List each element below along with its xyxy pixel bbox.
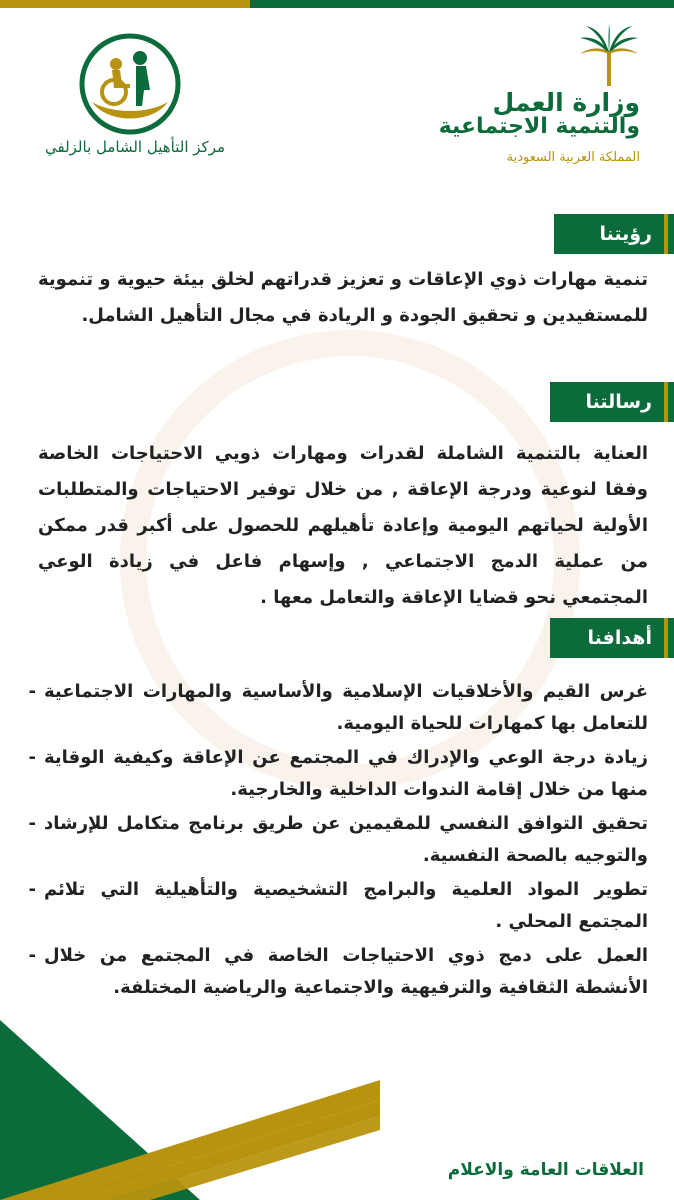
bullet-dash: - [28,813,36,834]
vision-header: رؤيتنا [554,214,674,254]
bullet-dash: - [28,945,36,966]
goal-item: - زيادة درجة الوعي والإدراك في المجتمع عن الإعاقة وكيفية الوقاية منها من خلال إقامة الندوات الداخلية والخارجية. [20,742,648,806]
goal-item: - العمل على دمج ذوي الاحتياجات الخاصة في المجتمع من خلال الأنشطة الثقافية والترفيهية والاجتماعية والرياضية المختلفة. [20,940,648,1004]
mission-header: رسالتنا [550,382,674,422]
goals-list [20,676,648,1006]
footer-text: العلاقات العامة والاعلام [447,1160,644,1180]
bullet-dash: - [28,747,36,768]
bullet-dash: - [28,879,36,900]
center-logo-icon [78,32,182,136]
ministry-logo-block [414,22,654,172]
ministry-name-line2: والتنمية الاجتماعية [438,114,640,139]
ministry-country: المملكة العربية السعودية [506,150,640,165]
palm-tree-icon [574,22,644,88]
goal-item: - غرس القيم والأخلاقيات الإسلامية والأساسية والمهارات الاجتماعية للتعامل بها كمهارات للحياة اليومية. [20,676,648,740]
goals-header: أهدافنا [550,618,674,658]
center-name: مركز التأهيل الشامل بالزلفي [45,138,225,156]
ministry-name-line1: وزارة العمل [492,88,640,117]
mission-text: العناية بالتنمية الشاملة لقدرات ومهارات ذويي الاحتياجات الخاصة وفقا لنوعية ودرجة الإعاقة , من خلال توفير الاحتياجات والمتطلبات الأولية لحياتهم اليومية وإعادة تأهيلهم للحصول على أكبر قدر ممكن من عملية الدمج الاجتماعي , وإسهام فاعل في زيادة الوعي المجتمعي نحو قضايا الإعاقة والتعامل معها . [38,443,648,608]
bullet-dash: - [28,681,36,702]
vision-text: تنمية مهارات ذوي الإعاقات و تعزيز قدراتهم لخلق بيئة حيوية و تنموية للمستفيدين و تحقيق الجودة و الريادة في مجال التأهيل الشامل. [38,269,648,326]
top-bar-accent [0,0,250,8]
goal-item: - تطوير المواد العلمية والبرامج التشخيصية والتأهيلية التي تلائم المجتمع المحلي . [20,874,648,938]
goal-item: - تحقيق التوافق النفسي للمقيمين عن طريق برنامج متكامل للإرشاد والتوجيه بالصحة النفسية. [20,808,648,872]
